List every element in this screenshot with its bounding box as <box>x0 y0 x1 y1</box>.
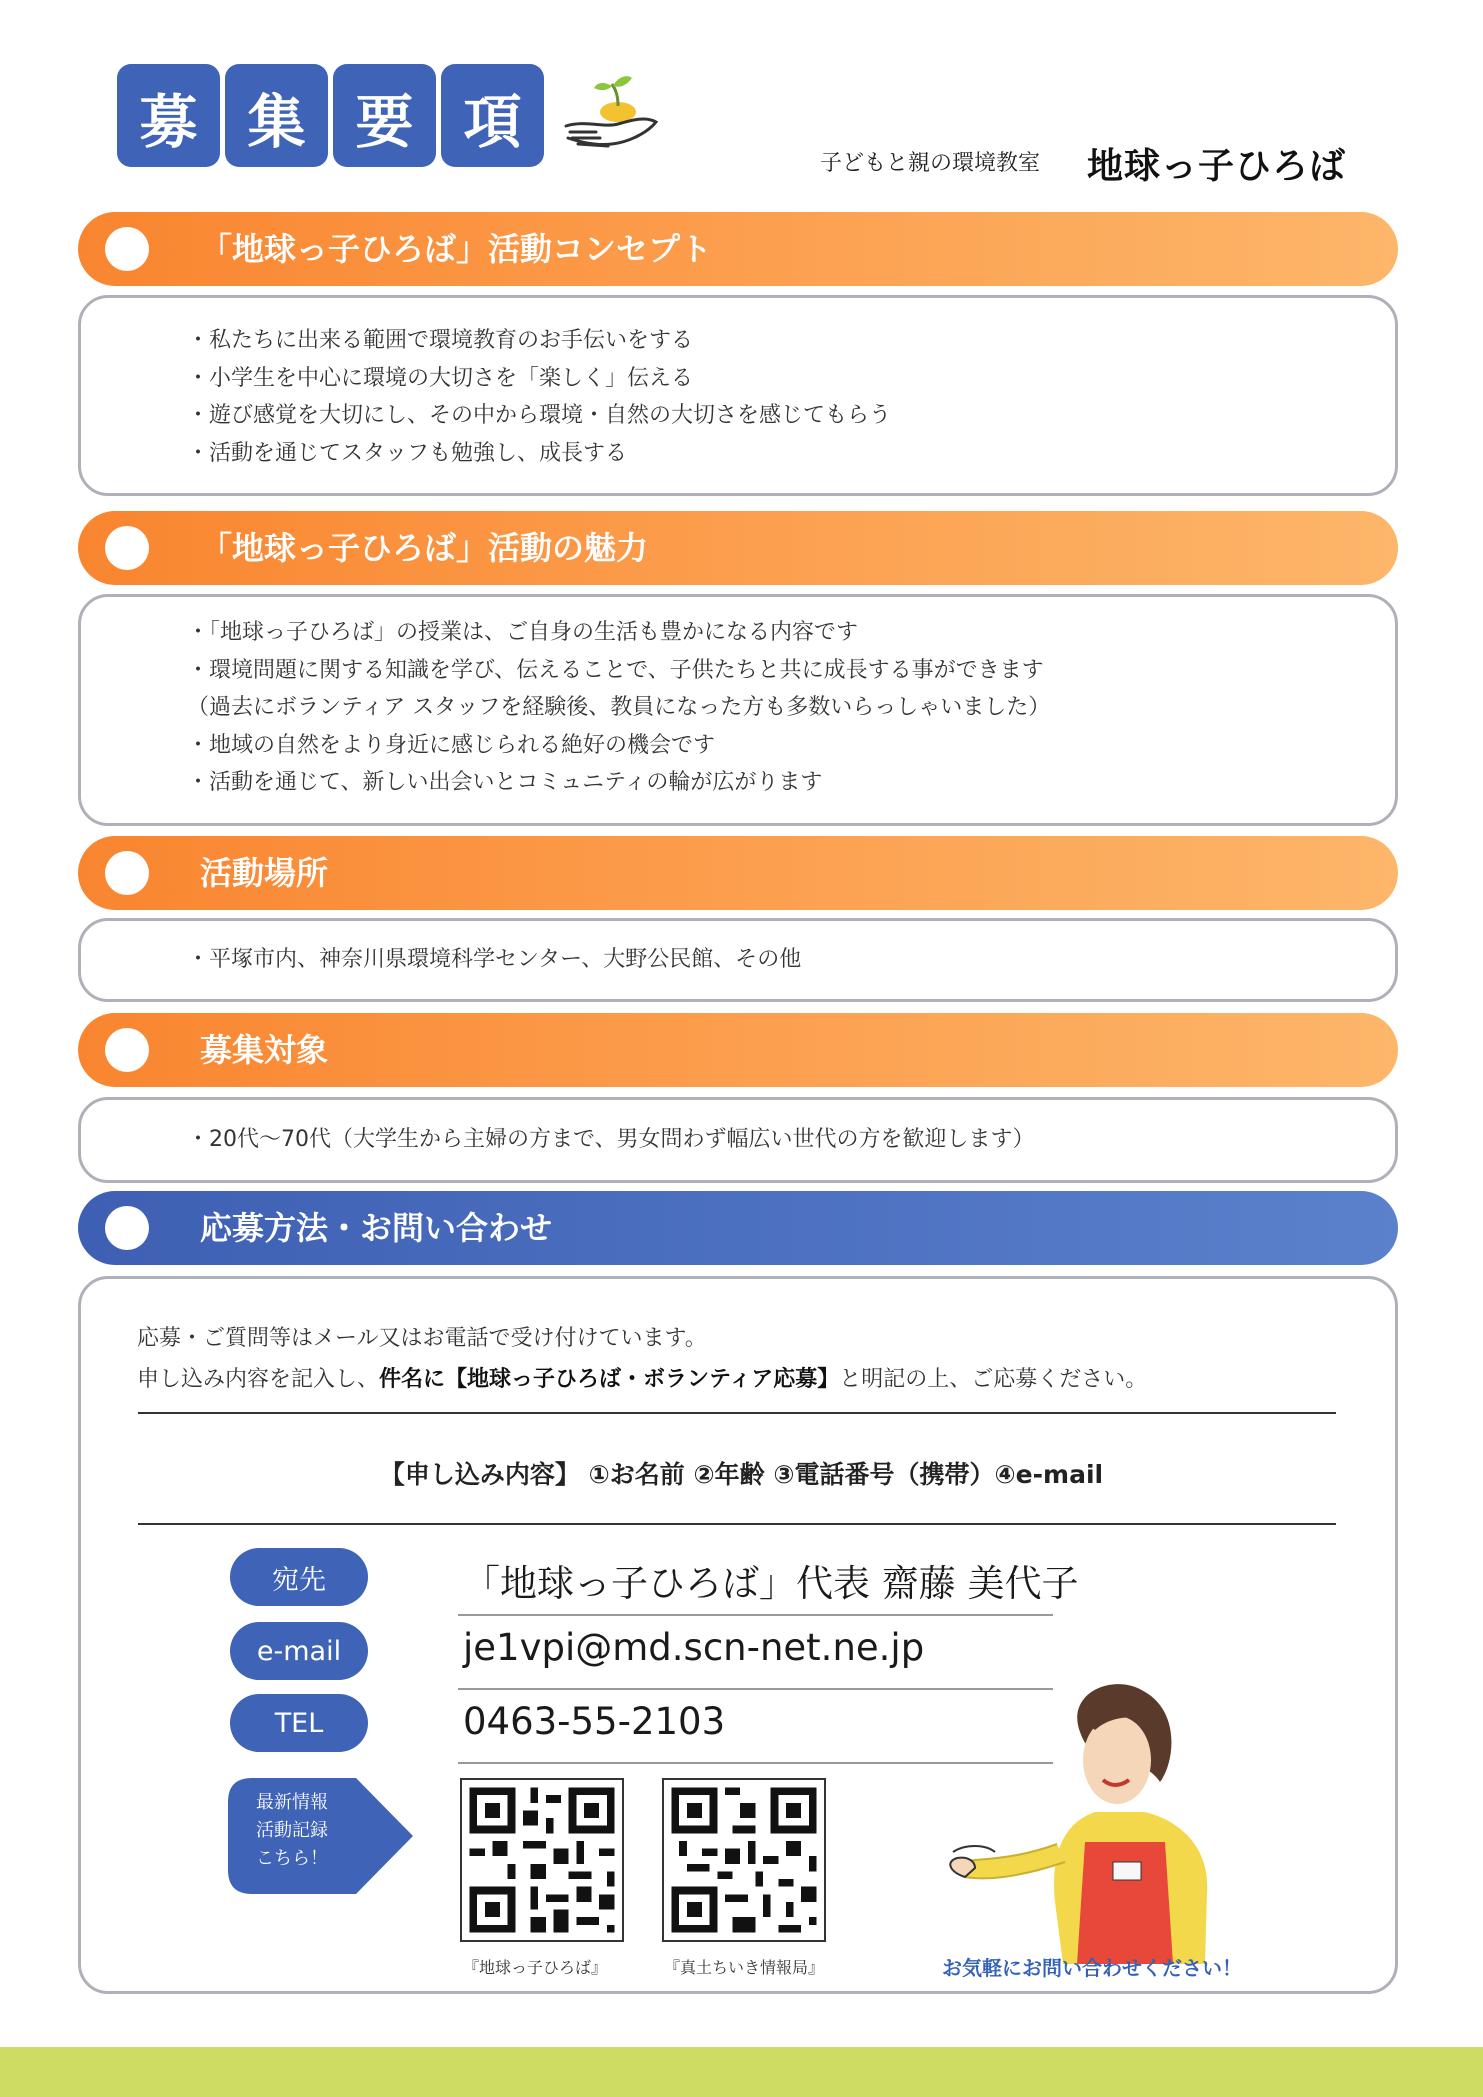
contact-line-1: 応募・ご質問等はメール又はお電話で受け付けています。 <box>137 1326 707 1351</box>
bullet-dot <box>105 526 149 570</box>
recruitment-title <box>117 64 544 167</box>
contact-instructions <box>137 1318 1147 1400</box>
recipient-value: 「地球っ子ひろば」代表 齋藤 美代子 <box>463 1562 1079 1605</box>
list-item: ・20代～70代（大学生から主婦の方まで、男女問わず幅広い世代の方を歓迎します） <box>187 1127 1035 1152</box>
org-subtitle: 子どもと親の環境教室 <box>820 151 1041 176</box>
title-char: 要 <box>333 64 436 167</box>
section-title: 「地球っ子ひろば」活動の魅力 <box>200 529 649 567</box>
contact-cta: お気軽にお問い合わせください！ <box>942 1956 1242 1980</box>
qr-caption: 『真土ちいき情報局』 <box>664 1958 825 1977</box>
divider <box>458 1614 1053 1616</box>
subject-line: 件名に【地球っ子ひろば・ボランティア応募】 <box>379 1367 840 1392</box>
qr-caption: 『地球っ子ひろば』 <box>463 1958 608 1977</box>
list-item: （過去にボランティア スタッフを経験後、教員になった方も多数いらっしゃいました） <box>187 695 1051 720</box>
list-item: ・地域の自然をより身近に感じられる絶好の機会です <box>187 732 716 758</box>
bullet-dot <box>105 227 149 271</box>
section-appeal-header <box>78 511 1398 585</box>
tel-link[interactable]: 0463-55-2103 <box>463 1700 726 1743</box>
section-title: 応募方法・お問い合わせ <box>200 1209 553 1247</box>
section-location-body <box>78 918 1398 1002</box>
org-brand: 地球っ子ひろば <box>1087 146 1347 187</box>
title-char: 集 <box>225 64 328 167</box>
title-char: 項 <box>441 64 544 167</box>
divider <box>138 1412 1336 1414</box>
divider <box>138 1523 1336 1525</box>
qr-code[interactable] <box>460 1778 624 1942</box>
recipient-label: 宛先 <box>230 1548 368 1606</box>
section-title: 募集対象 <box>200 1031 329 1069</box>
qr-code[interactable] <box>662 1778 826 1942</box>
list-item: ・小学生を中心に環境の大切さを「楽しく」伝える <box>187 365 694 391</box>
list-item: ・活動を通じてスタッフも勉強し、成長する <box>187 440 628 466</box>
list-item: ・「地球っ子ひろば」の授業は、ご自身の生活も豊かになる内容です <box>187 620 859 645</box>
bullet-dot <box>105 851 149 895</box>
bullet-dot <box>105 1206 149 1250</box>
email-label: e-mail <box>230 1622 368 1680</box>
section-title: 「地球っ子ひろば」活動コンセプト <box>200 230 713 268</box>
contact-line-2: 申し込み内容を記入し、件名に【地球っ子ひろば・ボランティア応募】と明記の上、ご応募ください。 <box>137 1367 1148 1392</box>
list-item: ・遊び感覚を大切にし、その中から環境・自然の大切さを感じてもらう <box>187 403 892 428</box>
section-concept-body <box>78 295 1398 496</box>
staff-illustration <box>945 1672 1245 1964</box>
section-target-header <box>78 1013 1398 1087</box>
section-target-body <box>78 1097 1398 1183</box>
bullet-dot <box>105 1028 149 1072</box>
list-item: ・平塚市内、神奈川県環境科学センター、大野公民館、その他 <box>187 947 802 972</box>
section-location-header <box>78 836 1398 910</box>
email-link[interactable]: je1vpi@md.scn-net.ne.jp <box>463 1626 925 1669</box>
section-appeal-body <box>78 594 1398 826</box>
list-item: ・環境問題に関する知識を学び、伝えることで、子供たちと共に成長する事ができます <box>187 657 1044 683</box>
footer-band <box>0 2047 1483 2097</box>
list-item: ・私たちに出来る範囲で環境教育のお手伝いをする <box>187 328 694 353</box>
section-contact-header <box>78 1191 1398 1265</box>
application-items: 【申し込み内容】 ①お名前 ②年齢 ③電話番号（携帯）④e-mail <box>379 1460 1104 1489</box>
info-arrow-text: 最新情報 活動記録 こちら！ <box>256 1792 328 1869</box>
title-char: 募 <box>117 64 220 167</box>
tel-label: TEL <box>230 1694 368 1752</box>
list-item: ・活動を通じて、新しい出会いとコミュニティの輪が広がります <box>187 770 823 795</box>
sprout-hand-icon <box>556 66 664 170</box>
section-title: 活動場所 <box>200 854 329 892</box>
section-concept-header <box>78 212 1398 286</box>
